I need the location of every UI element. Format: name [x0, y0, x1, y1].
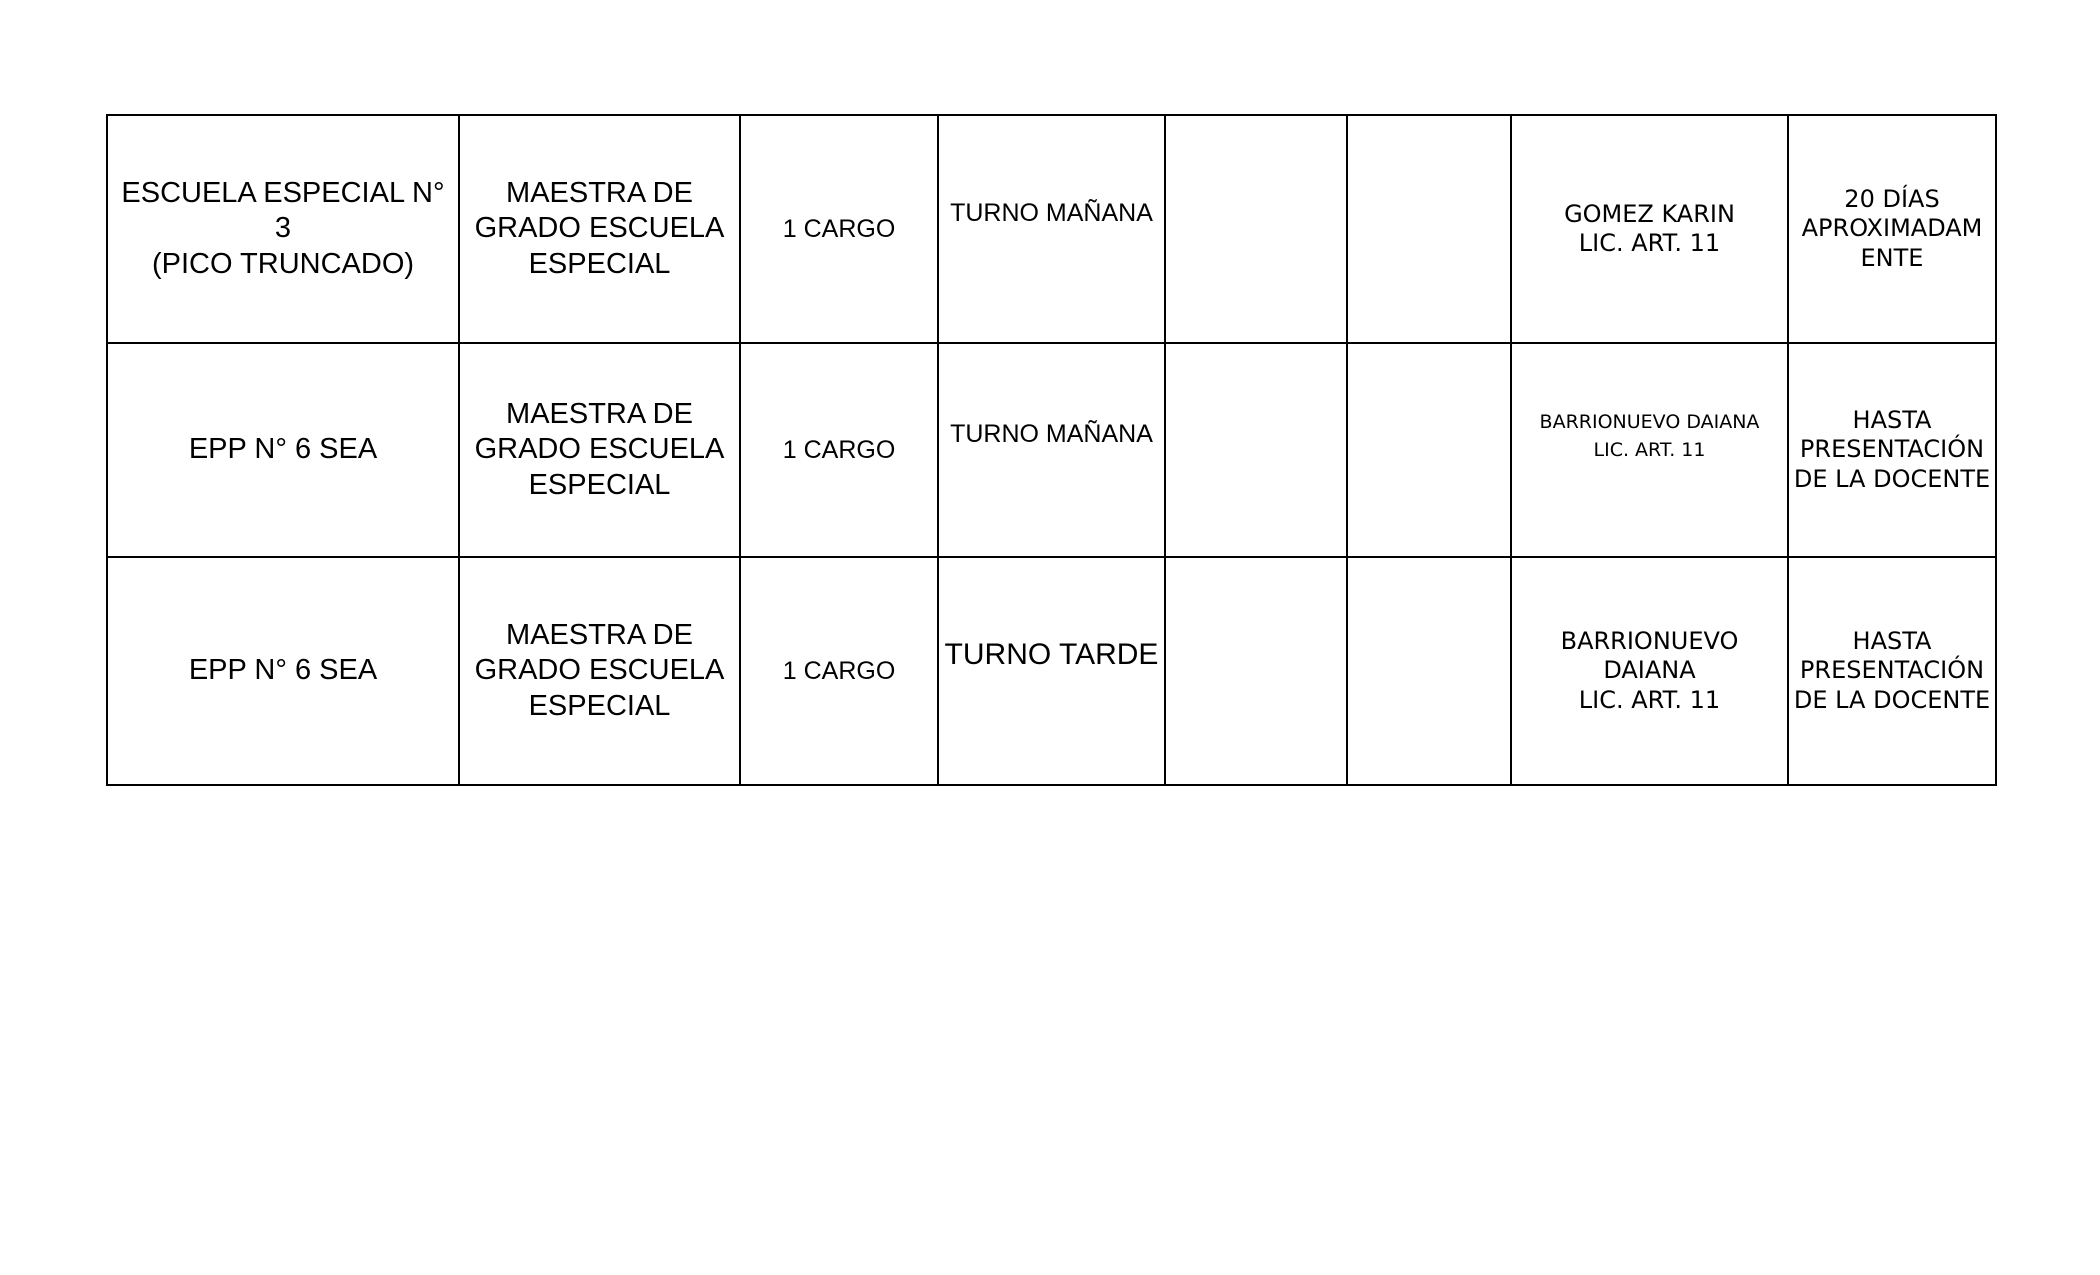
- school-cell: [107, 557, 459, 785]
- quantity-text: 1 CARGO: [782, 435, 896, 464]
- holder-line: GOMEZ KARIN: [1564, 199, 1735, 228]
- period-line: 20 DÍAS: [1844, 185, 1940, 214]
- holder-line: BARRIONUEVO DAIANA: [1539, 410, 1760, 433]
- school-cell: [107, 343, 459, 557]
- empty-cell: [1165, 343, 1347, 557]
- period-line: PRESENTACIÓN: [1799, 435, 1985, 464]
- shift-cell: [938, 115, 1165, 343]
- empty-cell: [1165, 115, 1347, 343]
- period-cell: [1788, 343, 1996, 557]
- holder-cell: [1511, 343, 1788, 557]
- role-line: ESPECIAL: [528, 247, 671, 280]
- quantity-cell: [740, 557, 938, 785]
- shift-text: TURNO TARDE: [944, 637, 1159, 671]
- school-line: 3: [274, 212, 292, 245]
- period-line: HASTA: [1852, 627, 1932, 656]
- empty-cell: [1347, 115, 1511, 343]
- period-line: PRESENTACIÓN: [1799, 656, 1985, 685]
- role-cell: [459, 557, 740, 785]
- quantity-cell: [740, 343, 938, 557]
- empty-cell: [1347, 343, 1511, 557]
- holder-line: LIC. ART. 11: [1593, 439, 1706, 461]
- period-cell: [1788, 557, 1996, 785]
- role-line: GRADO ESCUELA: [474, 654, 725, 687]
- period-cell: [1788, 115, 1996, 343]
- shift-text: TURNO MAÑANA: [950, 419, 1153, 448]
- school-line: EPP N° 6 SEA: [188, 654, 378, 687]
- quantity-text: 1 CARGO: [782, 656, 896, 685]
- period-line: DE LA DOCENTE: [1793, 464, 1991, 493]
- shift-cell: [938, 343, 1165, 557]
- role-line: ESPECIAL: [528, 468, 671, 501]
- period-line: ENTE: [1860, 243, 1924, 272]
- role-line: MAESTRA DE: [506, 176, 693, 209]
- period-line: APROXIMADAM: [1801, 214, 1983, 243]
- role-cell: [459, 343, 740, 557]
- quantity-text: 1 CARGO: [782, 214, 896, 243]
- holder-cell: [1511, 557, 1788, 785]
- table-row: [107, 343, 1996, 557]
- shift-text: TURNO MAÑANA: [950, 198, 1153, 227]
- role-line: MAESTRA DE: [506, 618, 693, 651]
- vacancy-table: [106, 114, 1997, 786]
- table-row: [107, 557, 1996, 785]
- empty-cell: [1165, 557, 1347, 785]
- shift-cell: [938, 557, 1165, 785]
- quantity-cell: [740, 115, 938, 343]
- holder-block: [1540, 408, 1760, 465]
- holder-line: LIC. ART. 11: [1578, 229, 1721, 257]
- period-line: HASTA: [1852, 406, 1932, 435]
- school-cell: [107, 115, 459, 343]
- empty-cell: [1347, 557, 1511, 785]
- role-line: GRADO ESCUELA: [474, 212, 725, 245]
- role-line: MAESTRA DE: [506, 397, 693, 430]
- holder-line: LIC. ART. 11: [1578, 685, 1721, 714]
- period-line: DE LA DOCENTE: [1793, 685, 1991, 714]
- holder-cell: [1511, 115, 1788, 343]
- holder-line: BARRIONUEVO: [1560, 627, 1739, 656]
- role-line: GRADO ESCUELA: [474, 433, 725, 466]
- school-line: (PICO TRUNCADO): [151, 247, 415, 280]
- school-line: ESCUELA ESPECIAL N°: [121, 176, 445, 209]
- table-row: [107, 115, 1996, 343]
- role-cell: [459, 115, 740, 343]
- role-line: ESPECIAL: [528, 689, 671, 722]
- school-line: EPP N° 6 SEA: [188, 433, 378, 466]
- holder-line: DAIANA: [1603, 656, 1696, 685]
